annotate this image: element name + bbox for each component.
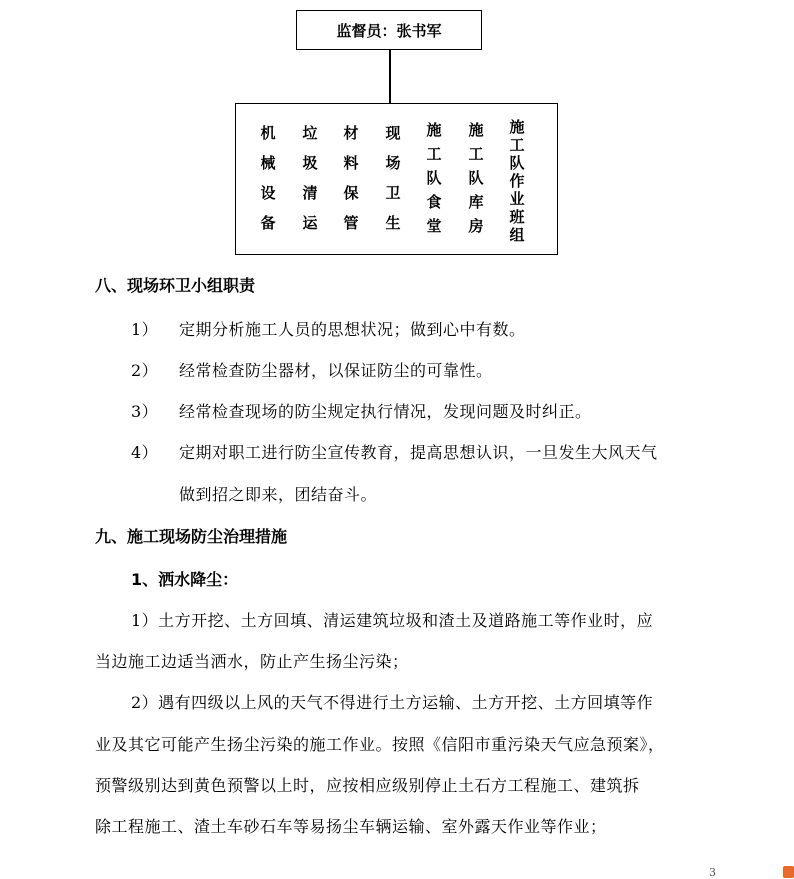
- list-item-text: 经常检查现场的防尘规定执行情况，发现问题及时纠正。: [179, 402, 592, 421]
- list-item-num: 1）: [131, 320, 159, 339]
- list-item: [131, 440, 658, 463]
- list-item-continuation: 做到招之即来，团结奋斗。: [179, 485, 378, 504]
- team-col-work-group: 施工队作业班组: [509, 118, 525, 244]
- list-item: [131, 399, 592, 422]
- team-col-sanitation: 现场卫生: [385, 124, 401, 232]
- paragraph-line: 预警级别达到黄色预警以上时，应按相应级别停止土石方工程施工、建筑拆: [95, 776, 640, 795]
- subsection-title: 1、洒水降尘：: [131, 570, 239, 589]
- team-col-garbage: 垃圾清运: [302, 124, 318, 232]
- team-col-equipment: 机械设备: [260, 124, 276, 232]
- paragraph-line: 业及其它可能产生扬尘污染的施工作业。按照《信阳市重污染天气应急预案》，: [95, 735, 665, 754]
- list-item-text: 定期对职工进行防尘宣传教育，提高思想认识，一旦发生大风天气: [179, 443, 658, 462]
- page-number: 3: [709, 866, 716, 879]
- list-item: [131, 358, 493, 381]
- team-col-canteen: 施工队食堂: [426, 121, 442, 235]
- list-item-num: 2）: [131, 361, 159, 380]
- connector-line: [389, 50, 391, 103]
- team-box: [235, 103, 558, 255]
- paragraph-line: 当边施工边适当洒水，防止产生扬尘污染；: [95, 652, 409, 671]
- team-col-warehouse: 施工队库房: [468, 121, 484, 235]
- section8-title: 八、现场环卫小组职责: [95, 276, 256, 295]
- list-item-text: 定期分析施工人员的思想状况；做到心中有数。: [179, 320, 526, 339]
- list-item-num: 4）: [131, 443, 159, 462]
- supervisor-label: 监督员：张书军: [336, 21, 442, 40]
- supervisor-box: [296, 10, 482, 50]
- section9-title: 九、施工现场防尘治理措施: [95, 527, 288, 546]
- list-item: [131, 317, 526, 340]
- paragraph-line: 2）遇有四级以上风的天气不得进行土方运输、土方开挖、土方回填等作: [131, 693, 654, 712]
- corner-mark-icon: [783, 866, 794, 878]
- paragraph-line: 1）土方开挖、土方回填、清运建筑垃圾和渣土及道路施工等作业时，应: [131, 611, 654, 630]
- list-item-num: 3）: [131, 402, 159, 421]
- paragraph-line: 除工程施工、渣土车砂石车等易扬尘车辆运输、室外露天作业等作业；: [95, 817, 607, 836]
- team-col-materials: 材料保管: [343, 124, 359, 232]
- list-item-text: 经常检查防尘器材，以保证防尘的可靠性。: [179, 361, 493, 380]
